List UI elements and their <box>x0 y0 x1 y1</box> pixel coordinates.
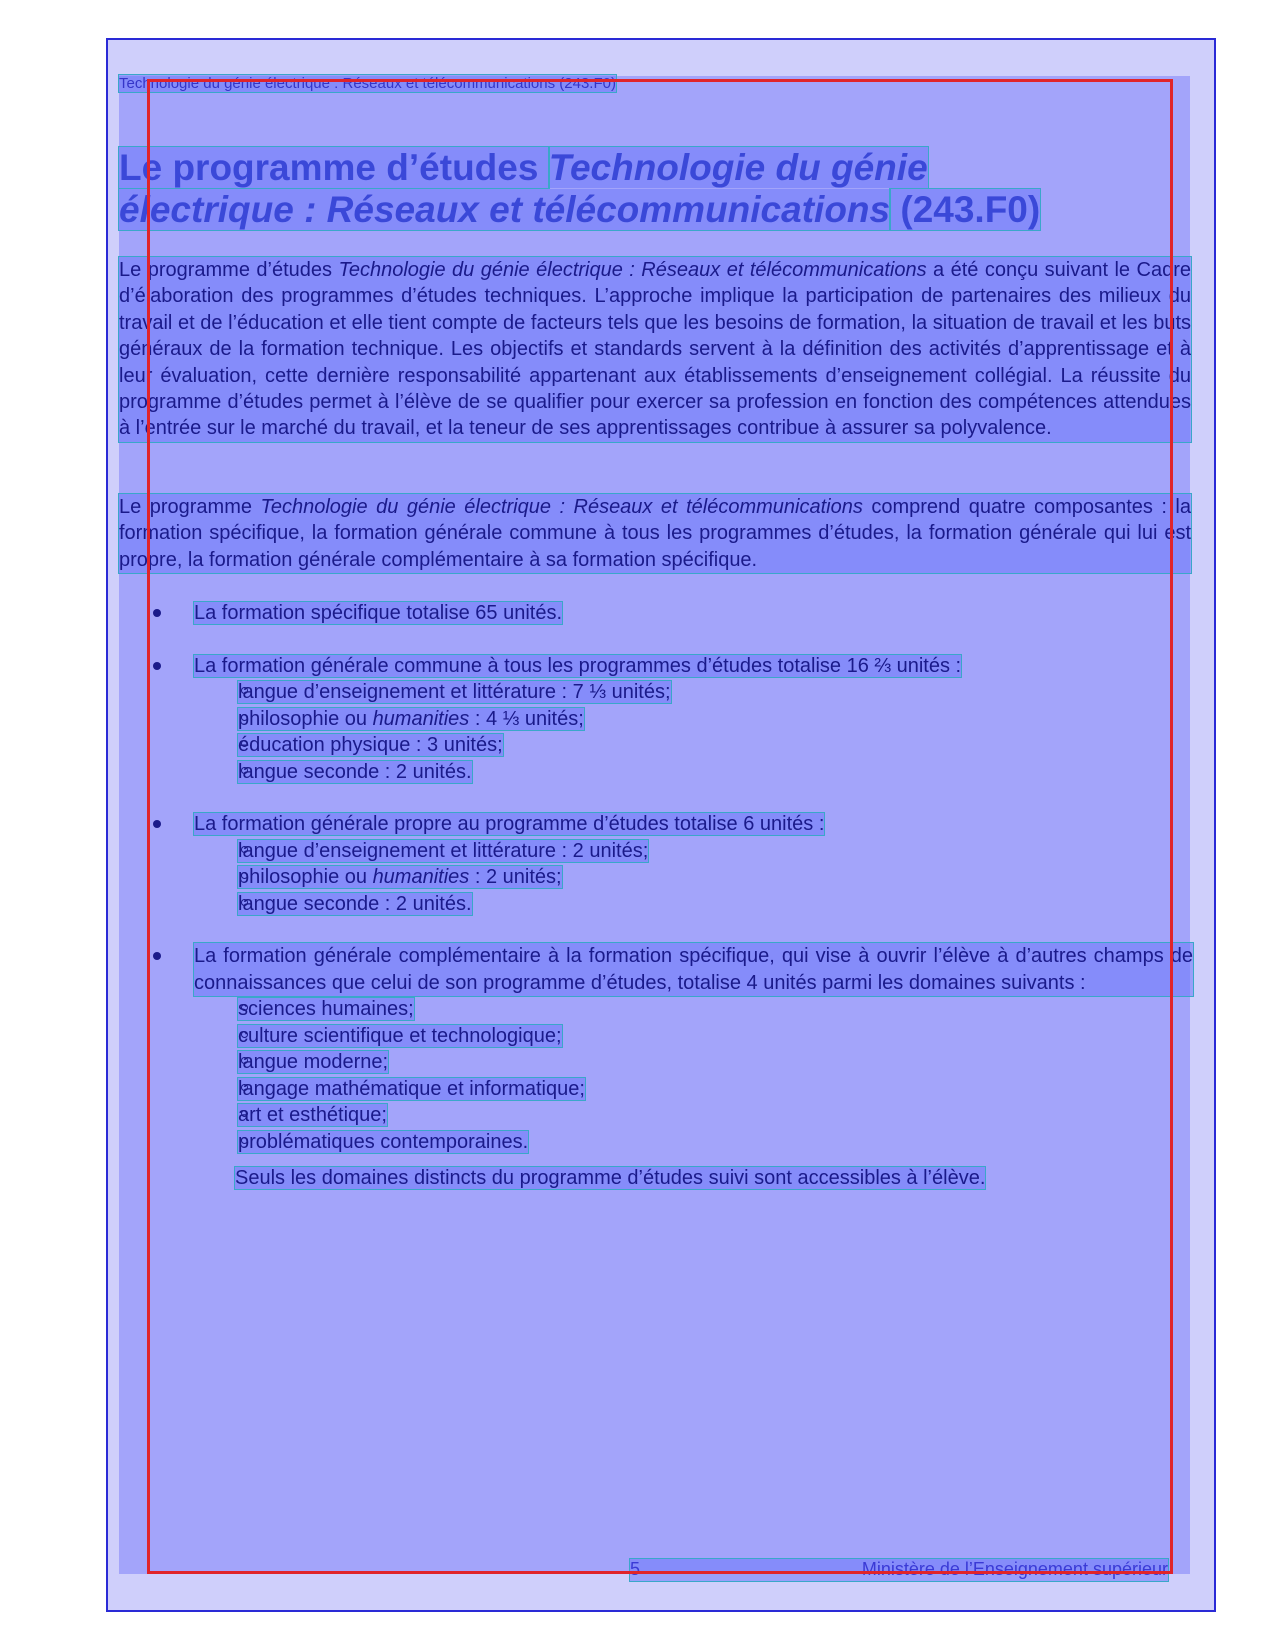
footer-publisher: Ministère de l’Enseignement supérieur <box>861 1559 1168 1579</box>
sub-item: philosophie ou humanities : 4 ⅓ unités; <box>238 707 584 730</box>
p2-end: comprend quatre composantes : la formation spécifique, la formation générale commune à tous les programmes d’études, la formation générale qui lui est propre, la formation générale complémentaire à sa formation spécifique. <box>119 496 1191 571</box>
bullet-icon <box>153 609 161 617</box>
sub-item: culture scientifique et technologique; <box>238 1024 562 1047</box>
intro-paragraph-2 <box>119 494 1191 573</box>
circle-bullet-icon <box>241 872 248 879</box>
complementary-sublist <box>194 996 1193 1155</box>
specific-label: La formation spécifique totalise 65 unités. <box>194 602 562 624</box>
circle-bullet-icon <box>241 1057 248 1064</box>
p2-start: Le programme <box>119 496 261 518</box>
proper-sublist <box>194 838 1193 918</box>
circle-bullet-icon <box>241 899 248 906</box>
sub-item: langue moderne; <box>238 1051 389 1073</box>
sub-item: sciences humaines; <box>238 998 414 1020</box>
circle-bullet-icon <box>241 767 248 774</box>
bullet-icon <box>153 662 161 670</box>
sub-item: philosophie ou humanities : 2 unités; <box>238 866 562 888</box>
common-label: La formation générale commune à tous les programmes d’études totalise 16 ⅔ unités : <box>194 654 962 677</box>
components-list <box>153 600 1193 1218</box>
p2-italic: Technologie du génie électrique : Réseaux et télécommunications <box>260 496 863 518</box>
bullet-icon <box>153 952 161 960</box>
circle-bullet-icon <box>241 1004 248 1011</box>
page-title <box>119 147 1099 231</box>
running-header: Technologie du génie électrique : Réseaux et télécommunications (243.F0) <box>119 75 616 92</box>
circle-bullet-icon <box>241 714 248 721</box>
p1-italic: Technologie du génie électrique : Réseaux et télécommunications <box>338 259 927 281</box>
circle-bullet-icon <box>241 1110 248 1117</box>
p1-end: a été conçu suivant le Cadre d’élaboration des programmes d’études techniques. L’approche implique la participation de partenaires des milieux du travail et de l’éducation et elle tient compte de facteurs tels que les besoins de formation, la situation de travail et les buts généraux de la formation technique. Les objectifs et standards servent à la définition des activités d’apprentissage et à leur évaluation, cette dernière responsabilité appartenant aux établissements d’enseignement collégial. La réussite du programme d’études permet à l’élève de se qualifier pour exercer sa profession en fonction des compétences attendues à l’entrée sur le marché du travail, et la teneur de ses apprentissages contribue à assurer sa polyvalence. <box>119 259 1191 440</box>
complementary-label: La formation générale complémentaire à la formation spécifique, qui vise à ouvrir l’élève à d’autres champs de connaissances que celui de son programme d’études, totalise 4 unités parmi les domaines suivants : <box>194 943 1193 996</box>
bullet-icon <box>153 820 161 828</box>
title-italic: Technologie du génie électrique : Réseaux et télécommunications <box>119 147 928 230</box>
list-item-complementary <box>153 943 1193 1192</box>
circle-bullet-icon <box>241 687 248 694</box>
proper-label: La formation générale propre au programme d’études totalise 6 unités : <box>194 813 825 835</box>
common-sublist <box>194 679 1193 785</box>
sub-item: langue seconde : 2 unités. <box>238 760 472 783</box>
list-item-specific <box>153 600 1193 627</box>
sub-item: langue d’enseignement et littérature : 2 unités; <box>238 839 649 862</box>
circle-bullet-icon <box>241 740 248 747</box>
sub-item: éducation physique : 3 unités; <box>238 734 503 756</box>
sub-item: problématiques contemporaines. <box>238 1130 529 1153</box>
circle-bullet-icon <box>241 1084 248 1091</box>
sub-item: langage mathématique et informatique; <box>238 1077 585 1100</box>
circle-bullet-icon <box>241 1137 248 1144</box>
list-item-proper <box>153 811 1193 917</box>
p1-start: Le programme d’études <box>119 259 339 281</box>
sub-item: art et esthétique; <box>238 1104 387 1126</box>
circle-bullet-icon <box>241 846 248 853</box>
intro-paragraph-1 <box>119 257 1191 442</box>
closing-note: Seuls les domaines distincts du programme d’études suivi sont accessibles à l’élève. <box>235 1167 986 1189</box>
sub-item: langue seconde : 2 unités. <box>238 892 472 915</box>
sub-item: langue d’enseignement et littérature : 7 ⅓ unités; <box>238 681 671 703</box>
title-prefix: Le programme d’études <box>119 147 549 188</box>
page-number: 5 <box>630 1559 641 1579</box>
circle-bullet-icon <box>241 1031 248 1038</box>
title-suffix: (243.F0) <box>890 189 1041 230</box>
list-item-common <box>153 653 1193 786</box>
page-footer <box>630 1559 1168 1581</box>
